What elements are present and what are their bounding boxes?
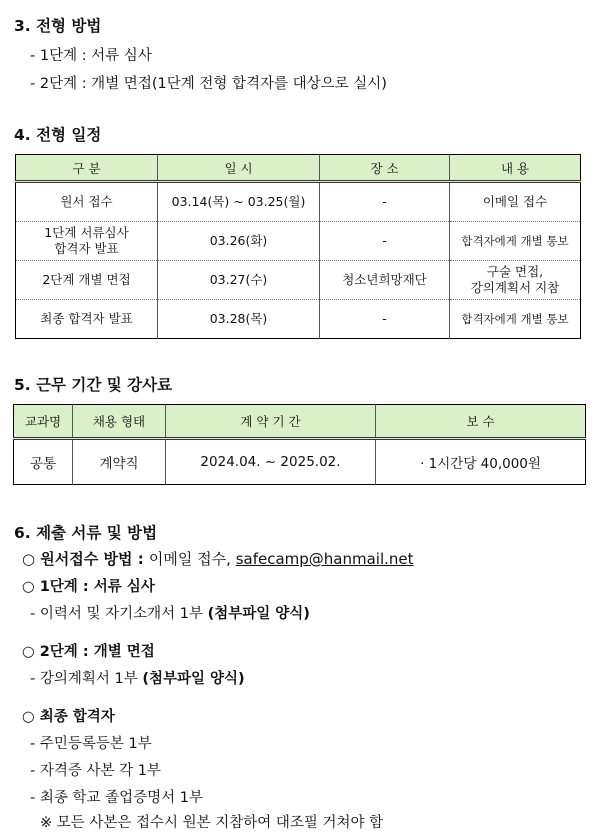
apply-method-label: ○ 원서접수 방법 : — [22, 550, 149, 568]
header-category: 구 분 — [16, 155, 158, 182]
schedule-table — [15, 154, 581, 339]
table-row — [14, 439, 586, 485]
table-row — [16, 300, 581, 339]
apply-method-line — [22, 548, 414, 569]
header-contract-period: 계 약 기 간 — [166, 405, 376, 439]
stage-1-item-note: (첨부파일 양식) — [207, 606, 310, 622]
stage-1-title: ○ 1단계 : 서류 심사 — [22, 579, 155, 595]
final-title: ○ 최종 합격자 — [22, 709, 115, 725]
table-row — [16, 182, 581, 222]
stage-1-item — [30, 602, 310, 623]
cell-content: 이메일 접수 — [450, 182, 581, 222]
section-6-title: 6. 제출 서류 및 방법 — [14, 524, 158, 542]
cell-contract-period: 2024.04. ~ 2025.02. — [166, 439, 376, 485]
table-row — [16, 222, 581, 261]
header-place: 장 소 — [320, 155, 450, 182]
cell-content-line-1: 구술 면접, — [486, 264, 544, 279]
cell-category — [16, 222, 158, 261]
salary-header-row — [14, 405, 586, 439]
header-subject: 교과명 — [14, 405, 73, 439]
cell-place: - — [320, 182, 450, 222]
step-1-line: - 1단계 : 서류 심사 — [30, 48, 152, 64]
header-content: 내 용 — [450, 155, 581, 182]
cell-employment-type: 계약직 — [73, 439, 166, 485]
cell-datetime: 03.27(수) — [158, 261, 320, 300]
cell-datetime: 03.28(목) — [158, 300, 320, 339]
cell-content: 합격자에게 개별 통보 — [450, 300, 581, 339]
section-4-title: 4. 전형 일정 — [14, 126, 102, 144]
header-employment-type: 채용 형태 — [73, 405, 166, 439]
cell-place: 청소년희망재단 — [320, 261, 450, 300]
final-item-1: - 주민등록등본 1부 — [30, 736, 152, 752]
cell-datetime: 03.26(화) — [158, 222, 320, 261]
final-item-2: - 자격증 사본 각 1부 — [30, 763, 161, 779]
stage-1-item-text: - 이력서 및 자기소개서 1부 — [30, 606, 203, 622]
cell-place: - — [320, 222, 450, 261]
header-datetime: 일 시 — [158, 155, 320, 182]
cell-datetime: 03.14(목) ~ 03.25(월) — [158, 182, 320, 222]
cell-category: 원서 접수 — [16, 182, 158, 222]
copy-note: ※ 모든 사본은 접수시 원본 지참하여 대조필 거쳐야 함 — [40, 815, 384, 831]
cell-pay: · 1시간당 40,000원 — [376, 439, 586, 485]
cell-category-line-2: 합격자 발표 — [54, 241, 119, 256]
cell-category: 2단계 개별 면접 — [16, 261, 158, 300]
stage-2-item-text: - 강의계획서 1부 — [30, 671, 138, 687]
cell-subject: 공통 — [14, 439, 73, 485]
apply-email-link[interactable]: safecamp@hanmail.net — [235, 550, 414, 568]
cell-category: 최종 합격자 발표 — [16, 300, 158, 339]
stage-2-item — [30, 667, 245, 688]
final-item-3: - 최종 학교 졸업증명서 1부 — [30, 790, 203, 806]
apply-method-text: 이메일 접수, — [148, 550, 236, 568]
cell-content-line-2: 강의계획서 지참 — [470, 280, 560, 295]
section-5-title: 5. 근무 기간 및 강사료 — [14, 376, 173, 394]
cell-content — [450, 261, 581, 300]
schedule-header-row — [16, 155, 581, 182]
stage-2-item-note: (첨부파일 양식) — [142, 671, 245, 687]
step-2-line: - 2단계 : 개별 면접(1단계 전형 합격자를 대상으로 실시) — [30, 76, 387, 92]
salary-table — [13, 404, 586, 485]
section-3-title: 3. 전형 방법 — [14, 17, 102, 35]
stage-2-title: ○ 2단계 : 개별 면접 — [22, 644, 155, 660]
header-pay: 보 수 — [376, 405, 586, 439]
cell-place: - — [320, 300, 450, 339]
table-row — [16, 261, 581, 300]
cell-content: 합격자에게 개별 통보 — [450, 222, 581, 261]
cell-category-line-1: 1단계 서류심사 — [44, 225, 129, 240]
